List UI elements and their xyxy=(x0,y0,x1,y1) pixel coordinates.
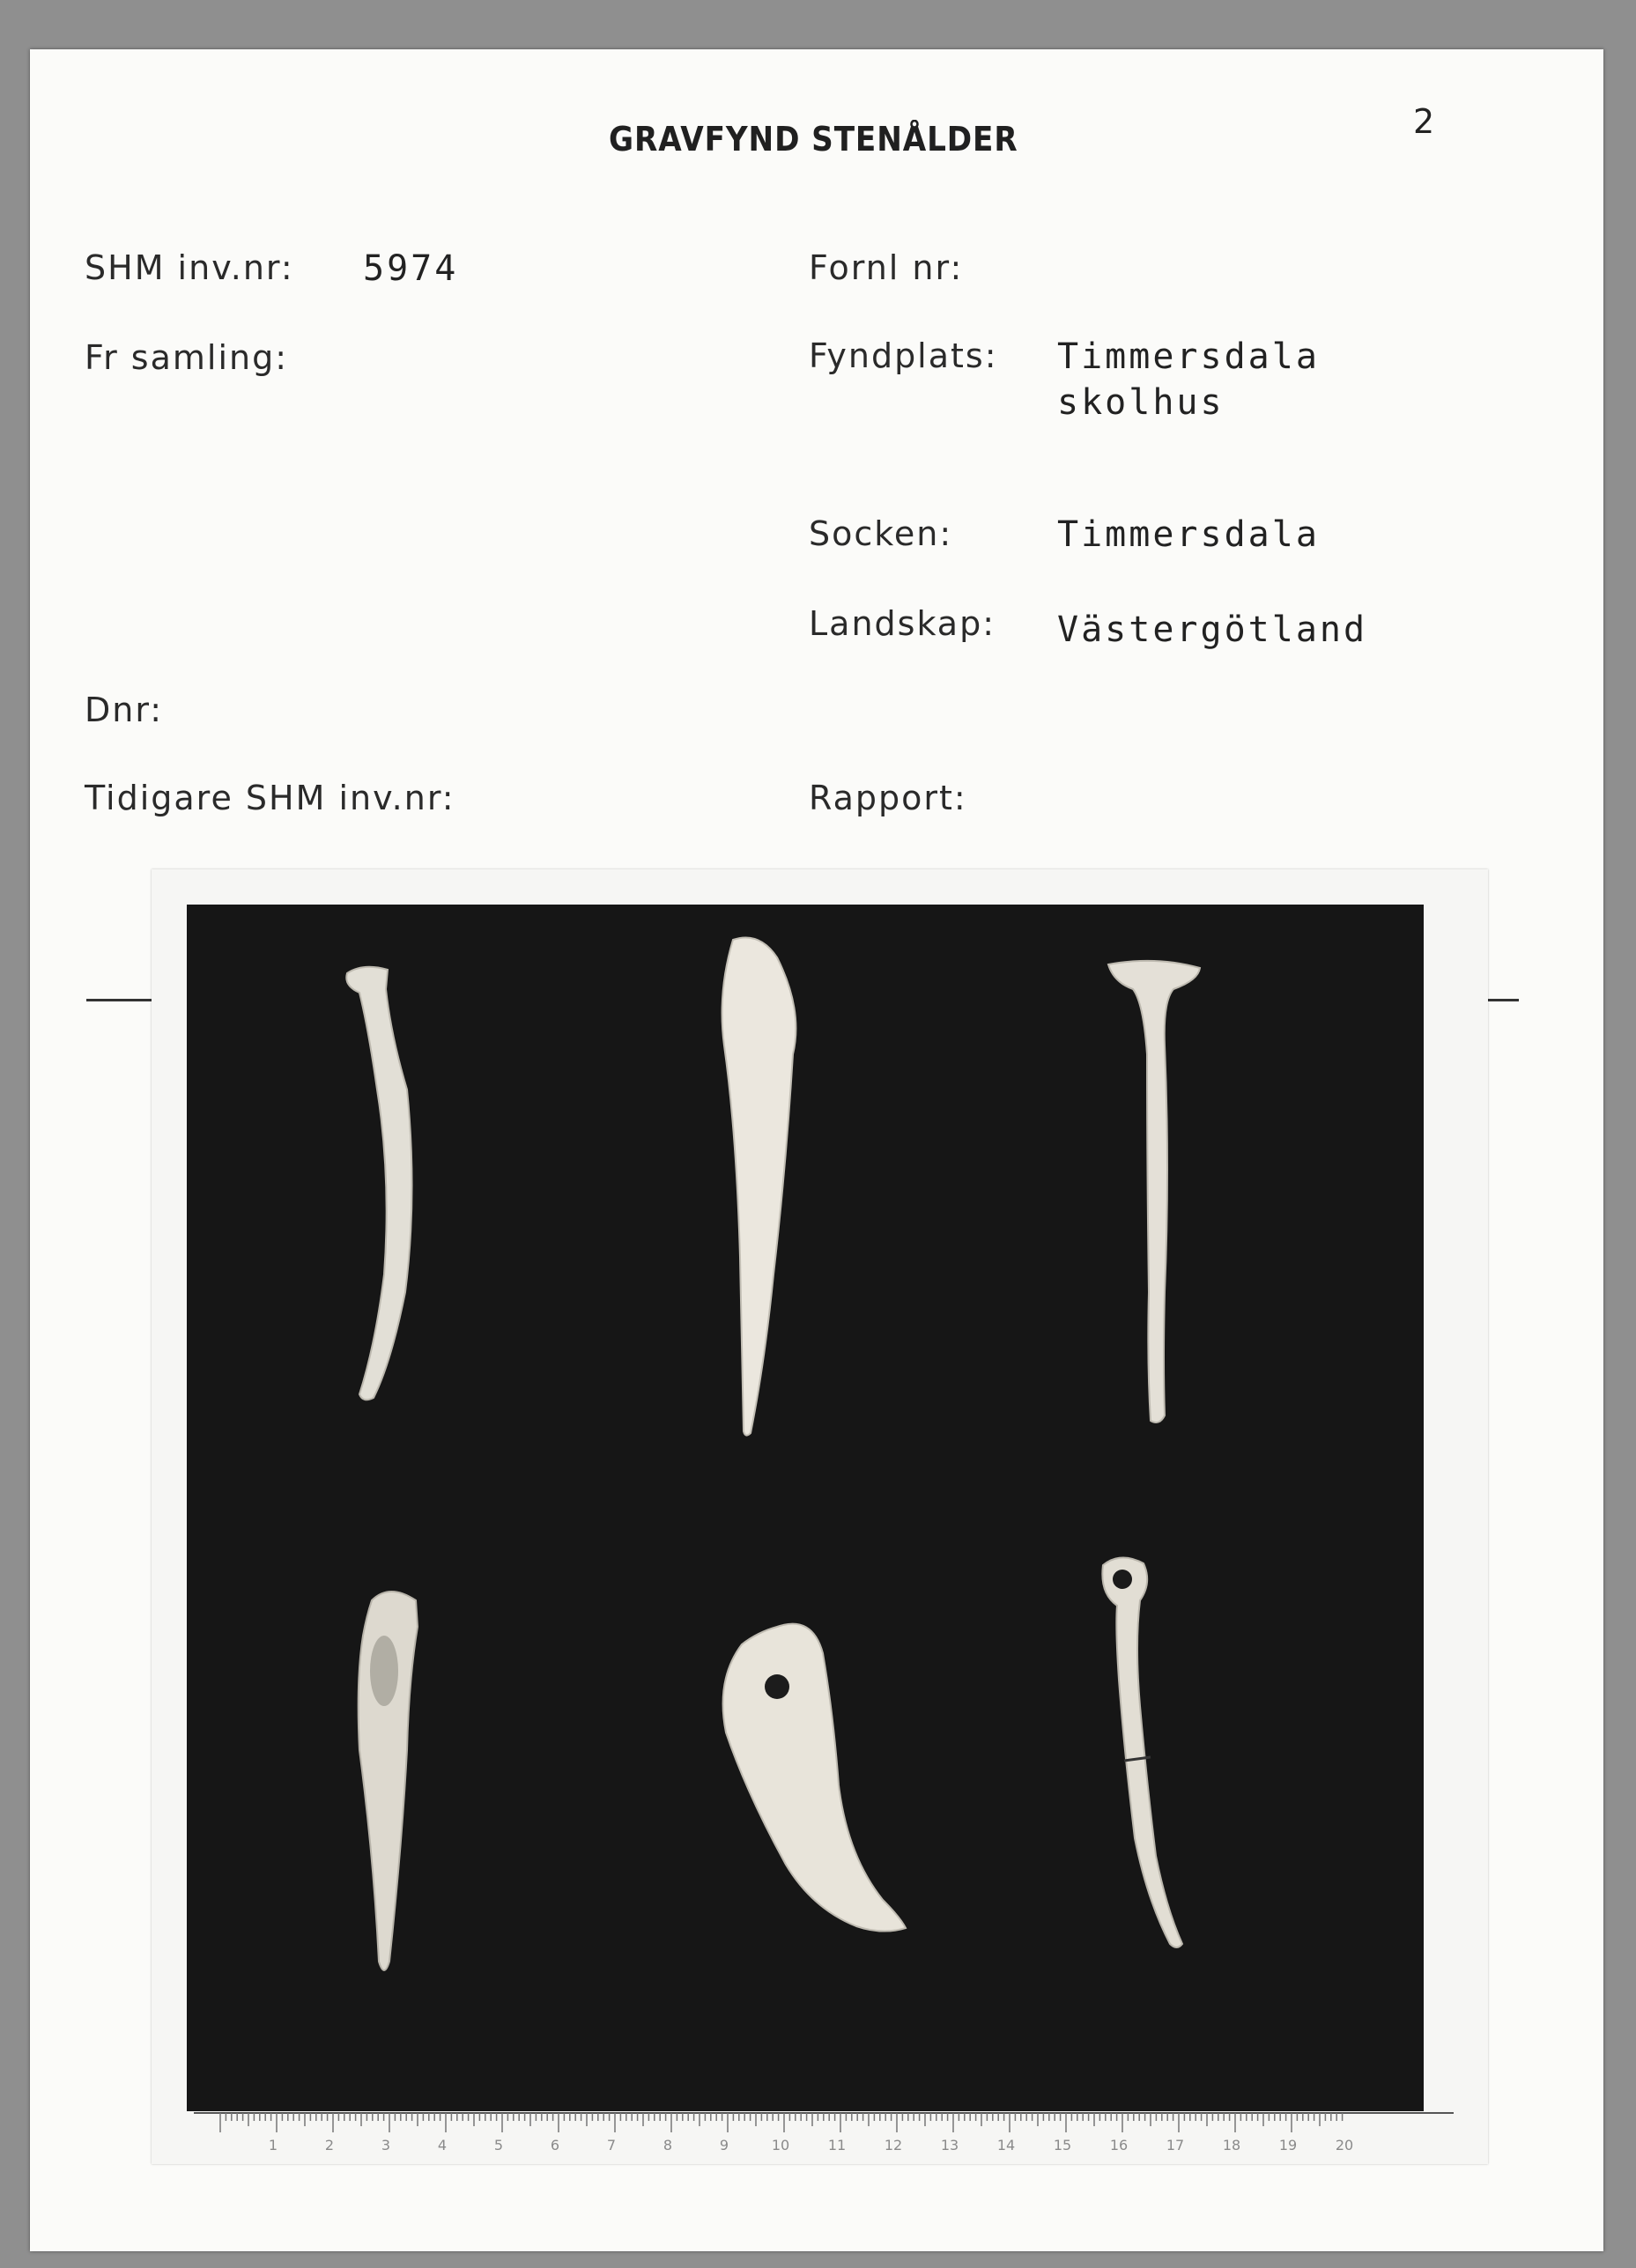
ruler-label: 11 xyxy=(827,2137,847,2153)
ruler-label: 2 xyxy=(324,2137,335,2153)
ruler-label: 10 xyxy=(771,2137,790,2153)
tooth-pendant-hole xyxy=(765,1674,789,1699)
ruler-label: 17 xyxy=(1166,2137,1185,2153)
ruler-label: 8 xyxy=(663,2137,673,2153)
ruler-label: 14 xyxy=(996,2137,1016,2153)
bone-needle-eye xyxy=(1113,1570,1132,1589)
dnr-label: Dnr: xyxy=(85,691,164,729)
page-number: 2 xyxy=(1413,102,1435,141)
ruler-label: 3 xyxy=(381,2137,391,2153)
ruler-label: 9 xyxy=(719,2137,729,2153)
bone-awl-2-texture xyxy=(370,1636,398,1706)
ruler-label: 18 xyxy=(1222,2137,1241,2153)
fyndplats-value-line2: skolhus xyxy=(1057,382,1225,423)
ruler-label: 16 xyxy=(1109,2137,1129,2153)
landskap-label: Landskap: xyxy=(809,604,996,643)
ruler-label: 6 xyxy=(550,2137,560,2153)
shm-inv-value: 5974 xyxy=(363,248,459,289)
ruler-label: 19 xyxy=(1278,2137,1298,2153)
socken-value: Timmersdala xyxy=(1057,514,1320,555)
catalog-card xyxy=(30,49,1603,2251)
ruler-label: 5 xyxy=(493,2137,504,2153)
fornl-nr-label: Fornl nr: xyxy=(809,248,964,287)
photo-background xyxy=(187,905,1424,2111)
ruler-label: 15 xyxy=(1053,2137,1072,2153)
ruler-label: 12 xyxy=(884,2137,903,2153)
rapport-label: Rapport: xyxy=(809,779,967,817)
ruler-label: 20 xyxy=(1335,2137,1354,2153)
ruler-label: 13 xyxy=(940,2137,959,2153)
card-title: GRAVFYND STENÅLDER xyxy=(609,120,1018,159)
tidigare-shm-inv-label: Tidigare SHM inv.nr: xyxy=(85,779,455,817)
ruler-label: 1 xyxy=(268,2137,278,2153)
ruler-label: 4 xyxy=(437,2137,448,2153)
fyndplats-label: Fyndplats: xyxy=(809,336,998,375)
fr-samling-label: Fr samling: xyxy=(85,338,289,377)
landskap-value: Västergötland xyxy=(1057,609,1368,650)
ruler-label: 7 xyxy=(606,2137,617,2153)
shm-inv-label: SHM inv.nr: xyxy=(85,248,294,287)
artifact-photo xyxy=(187,905,1424,2111)
socken-label: Socken: xyxy=(809,514,953,553)
cm-ruler xyxy=(194,2111,1454,2155)
photo-mount xyxy=(152,869,1488,2164)
fyndplats-value-line1: Timmersdala xyxy=(1057,336,1320,377)
